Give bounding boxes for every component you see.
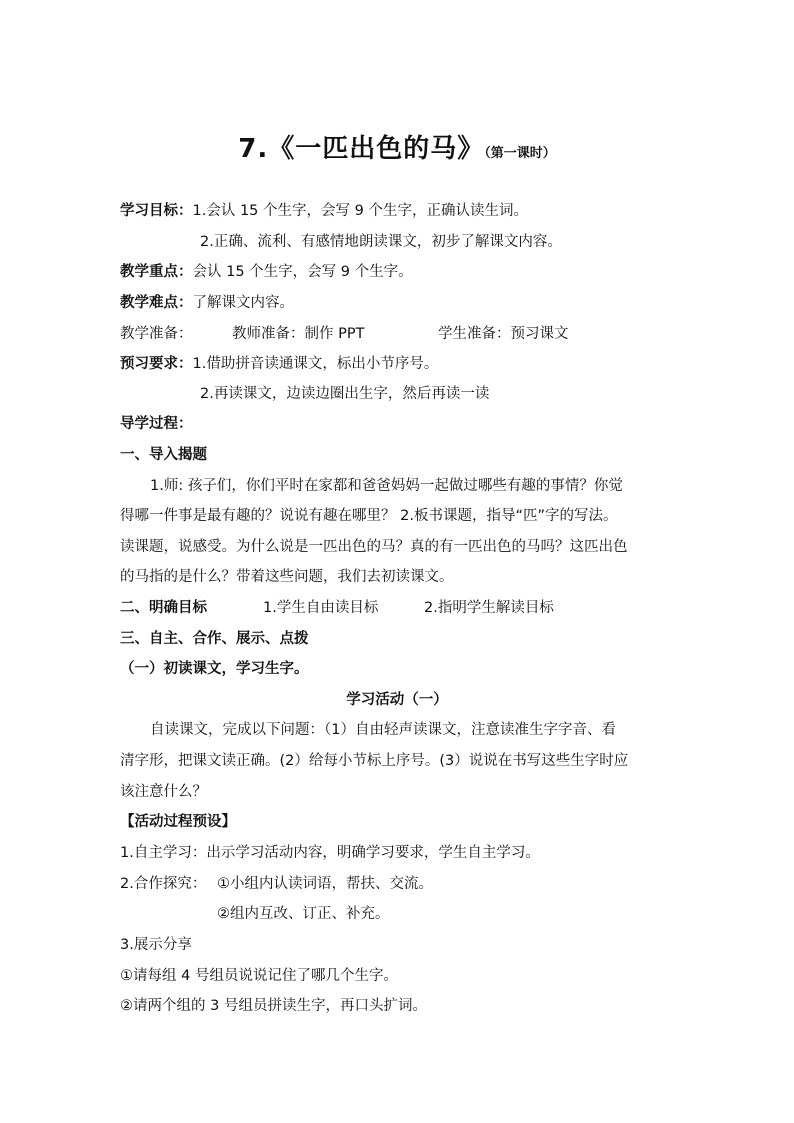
- activity-line-2: 清字形，把课文读正确。(2）给每小节标上序号。(3）说说在书写这些生字时应: [120, 753, 629, 769]
- activity-share-2: ②请两个组的 3 号组员拼读生字，再口头扩词。: [120, 998, 427, 1014]
- preview-item-2: 2.再读课文，边读边圈出生字，然后再读一读: [200, 386, 490, 402]
- key-points-row: [120, 262, 413, 282]
- section-3-heading: 三、自主、合作、展示、点拨: [120, 631, 309, 647]
- preview-item-1: 1.借助拼音读通课文，标出小节序号。: [192, 356, 439, 372]
- activity-step-3: 3.展示分享: [120, 937, 192, 953]
- activity-step-2-a: ①小组内认读词语，帮扶、交流。: [217, 876, 433, 892]
- difficulties-row: [120, 293, 294, 313]
- section-2-item-1: 1.学生自由读目标: [263, 600, 379, 616]
- section-1-line-2: 得哪一件事是最有趣的？说说有趣在哪里？ 2.板书课题，指导“匹”字的写法。: [120, 508, 618, 524]
- section-2-heading: 二、明确目标: [120, 600, 207, 616]
- key-points-label: 教学重点：: [120, 264, 193, 280]
- lesson-title-main: 7.《一匹出色的马》: [238, 134, 485, 164]
- activity-line-3: 该注意什么？: [120, 784, 207, 800]
- activity-step-1: 1.自主学习：出示学习活动内容，明确学习要求，学生自主学习。: [120, 845, 540, 861]
- preparation-label: 教学准备：: [120, 326, 193, 342]
- section-1-line-1: 1.师: 孩子们，你们平时在家都和爸爸妈妈一起做过哪些有趣的事情？你觉: [150, 478, 623, 494]
- preview-label: 预习要求：: [120, 356, 193, 372]
- activity-process-heading: 【活动过程预设】: [120, 814, 236, 830]
- preparation-teacher: 教师准备：制作 PPT: [232, 326, 365, 342]
- section-1-line-3: 读课题，说感受。为什么说是一匹出色的马？真的有一匹出色的马吗？这匹出色: [120, 539, 628, 555]
- preview-row: [120, 354, 438, 374]
- activity-step-2-label: 2.合作探究：: [120, 876, 207, 892]
- section-3-sub-heading: （一）初读课文，学习生字。: [120, 661, 309, 677]
- preparation-student: 学生准备：预习课文: [438, 326, 569, 342]
- key-points-text: 会认 15 个生字，会写 9 个生字。: [192, 264, 413, 280]
- lesson-title-sub: （第一课时）: [484, 146, 556, 161]
- section-2-item-2: 2.指明学生解读目标: [424, 600, 554, 616]
- difficulties-text: 了解课文内容。: [192, 295, 294, 311]
- activity-title: 学习活动（一）: [346, 692, 448, 708]
- difficulties-label: 教学难点：: [120, 295, 193, 311]
- section-1-heading: 一、导入揭题: [120, 447, 207, 463]
- activity-step-2-b: ②组内互改、订正、补充。: [217, 906, 390, 922]
- process-heading: 导学过程：: [120, 416, 193, 432]
- section-1-line-4: 的马指的是什么？带着这些问题，我们去初读课文。: [120, 569, 454, 585]
- lesson-title: [0, 128, 794, 165]
- objectives-item-2: 2.正确、流利、有感情地朗读课文，初步了解课文内容。: [200, 234, 562, 250]
- activity-line-1: 自读课文，完成以下问题：（1）自由轻声读课文，注意读准生字字音、看: [150, 722, 616, 738]
- objectives-label: 学习目标：: [120, 203, 193, 219]
- objectives-row: [120, 201, 528, 221]
- activity-share-1: ①请每组 4 号组员说说记住了哪几个生字。: [120, 968, 398, 984]
- objectives-item-1: 1.会认 15 个生字，会写 9 个生字，正确认读生词。: [192, 203, 528, 219]
